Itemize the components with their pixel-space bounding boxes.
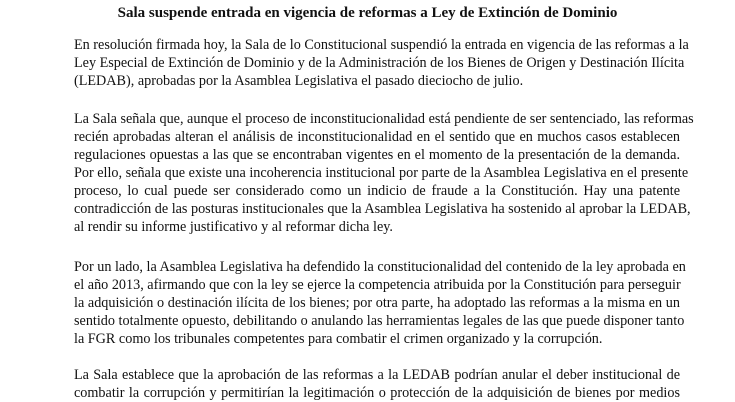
paragraph-line: proceso, lo cual puede ser considerado como un indicio de fraude a la Constitución. Hay una patente [74,183,680,199]
paragraph-line: al rendir su informe justificativo y al reformar dicha ley. [74,219,393,235]
paragraph-3 [74,258,686,348]
paragraph-line: la adquisición o destinación ilícita de los bienes; por otra parte, ha adoptado las reformas a la misma en un [74,295,680,311]
paragraph-line: Ley Especial de Extinción de Dominio y de la Administración de los Bienes de Origen y Destinación Ilícita [74,55,685,71]
paragraph-line: La Sala establece que la aprobación de las reformas a la LEDAB podrían anular el deber institucional de [74,367,680,383]
paragraph-line: el año 2013, afirmando que con la ley se ejerce la competencia atribuida por la Constitución para perseguir [74,277,681,293]
paragraph-1 [74,36,689,90]
paragraph-2 [74,110,694,236]
paragraph-line: recién aprobadas alteran el análisis de inconstitucionalidad en el sentido que en muchos casos establecen [74,129,680,145]
paragraph-4 [74,366,680,402]
paragraph-line: (LEDAB), aprobadas por la Asamblea Legislativa el pasado dieciocho de julio. [74,73,524,89]
paragraph-line: sentido totalmente opuesto, debilitando o anulando las herramientas legales de las que puede disponer tanto [74,313,685,329]
paragraph-line: contradicción de las posturas institucionales que la Asamblea Legislativa ha sostenido al aprobar la LEDAB, [74,201,691,217]
paragraph-line: La Sala señala que, aunque el proceso de inconstitucionalidad está pendiente de ser sentenciado, las reformas [74,111,694,127]
paragraph-line: combatir la corrupción y permitirían la legitimación o protección de la adquisición de bienes por medios [74,385,680,401]
paragraph-line: regulaciones opuestas a las que se encontraban vigentes en el momento de la presentación de la demanda. [74,147,680,163]
paragraph-line: En resolución firmada hoy, la Sala de lo Constitucional suspendió la entrada en vigencia de las reformas a la [74,37,689,53]
paragraph-line: Por ello, señala que existe una incoherencia institucional por parte de la Asamblea Legislativa en el presente [74,165,689,181]
document-title: Sala suspende entrada en vigencia de reformas a Ley de Extinción de Dominio [117,5,618,21]
paragraph-line: Por un lado, la Asamblea Legislativa ha defendido la constitucionalidad del contenido de la ley aprobada en [74,259,686,275]
paragraph-line: la FGR como los tribunales competentes para combatir el crimen organizado y la corrupción. [74,331,603,347]
